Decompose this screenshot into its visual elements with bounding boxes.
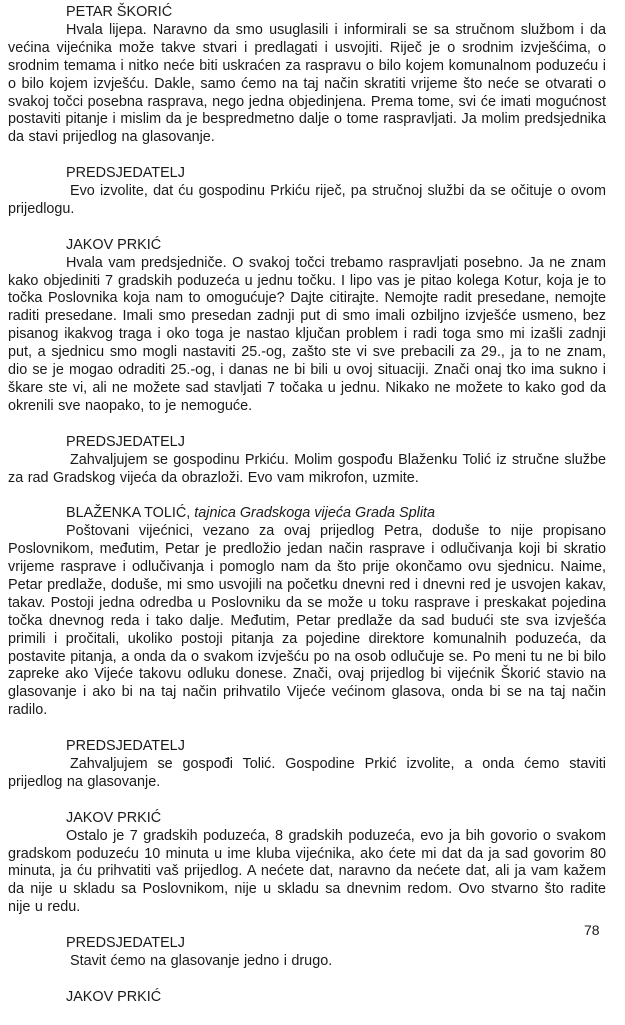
speech-block	[8, 935, 606, 971]
speech-block	[8, 434, 606, 488]
speech-text: Stavit ćemo na glasovanje jedno i drugo.	[70, 952, 333, 969]
speaker-name: JAKOV PRKIĆ	[66, 809, 162, 826]
speech-text: Hvala lijepa. Naravno da smo usuglasili i informirali se sa stručnom službom i da većina vijećnika može takve stvari i predlagati i usvojiti. Riječ je o srodnim izvješćima, o srodnim temama i nitko neće biti uskraćen za raspravu o bilo kojem komunalnom poduzeću i o bilo kojem izvješću. Dakle, samo ćemo na taj način skratiti vrijeme što neće se otvarati o svakoj točci posebna rasprava, nego jedna objedinjena. Prema tome, svi će imati mogućnost postaviti pitanje i mislim da je bespredmetno dalje o tome raspravljati. Ja molim predsjednika da stavi prijedlog na glasovanje.	[8, 21, 606, 146]
speaker-name: PREDSJEDATELJ	[66, 935, 185, 952]
speech-text: Ostalo je 7 gradskih poduzeća, 8 gradskih poduzeća, evo ja bih govorio o svakom gradskom poduzeću 10 minuta u ime kluba vijećnika, ako ćete mi dat da ja sad govorim 80 minuta, ja ću prihvatiti vaš prijedlog. A nećete dat, naravno da nećete dat, ali ja vam kažem da nije u skladu sa Poslovnikom, nije u skladu sa dnevnim redom. Ovo stvarno što radite nije u redu.	[8, 827, 606, 916]
speech-block	[8, 810, 606, 917]
speaker-name: PREDSJEDATELJ	[66, 165, 185, 182]
speaker-name: PETAR ŠKORIĆ	[66, 4, 173, 20]
speech-text: Evo izvolite, dat ću gospodinu Prkiću riječ, pa stručnoj službi da se očituje o ovom prijedlogu.	[8, 183, 606, 217]
speech-block	[8, 989, 606, 1007]
speaker-name: PREDSJEDATELJ	[66, 738, 185, 755]
speech-text: Zahvaljujem se gospodinu Prkiću. Molim gospođu Blaženku Tolić iz stručne službe za rad Gradskog vijeća da obrazloži. Evo vam mikrofon, uzmite.	[8, 451, 606, 486]
speaker-heading: BLAŽENKA TOLIĆ, tajnica Gradskoga vijeća Grada Splita	[66, 505, 436, 522]
page-number: 78	[584, 922, 600, 938]
speaker-role: tajnica Gradskoga vijeća Grada Splita	[194, 505, 436, 522]
speaker-name: JAKOV PRKIĆ	[66, 236, 162, 253]
speech-text: Hvala vam predsjedniče. O svakoj točci trebamo raspravljati posebno. Ja ne znam kako objediniti 7 gradskih poduzeća u jednu točku. I lipo vas je pitao kolega Kotur, koja je to točka Poslovnika koja nam to omogućuje? Dajte citirajte. Nemojte radit presedane, nemojte raditi presedane. Imali smo presedan zadnji put di smo imali ozbiljno izvješće usmeno, bez pisanog ikakvog traga i oko toga je nastao ključan problem i radi toga smo mi izašli zadnji put, a sjednicu smo mogli nastaviti 25.-og, zašto ste vi sve prebacili za 29., ja to ne znam, dio se je mogao odraditi 25.-og, i danas ne bi bili u ovoj situaciji. Znači onaj tko ima sukno i škare ste vi, ali ne možete sad stavljati 7 točaka u jednu. Nikako ne možete to kako god da okrenili sve naopako, to je nemoguće.	[8, 254, 606, 414]
document-page	[8, 4, 606, 1025]
speaker-name: BLAŽENKA TOLIĆ	[66, 505, 187, 522]
speech-block	[8, 738, 606, 792]
speech-text: Zahvaljujem se gospođi Tolić. Gospodine Prkić izvolite, a onda ćemo staviti prijedlog na glasovanje.	[8, 755, 606, 790]
speech-block	[8, 165, 606, 219]
speech-block	[8, 505, 606, 720]
speech-block	[8, 4, 606, 147]
speech-text: Poštovani vijećnici, vezano za ovaj prijedlog Petra, doduše to nije propisano Poslovnikom, međutim, Petar je predložio jedan način rasprave i odlučivanja koji bi skratio vrijeme rasprave i odlučivanja i pomoglo nam da što prije okončamo ovu sjednicu. Naime, Petar predlaže, doduše, mi smo usvojili na početku dnevni red i dnevni red je usvojen kakav, takav. Postoji jedna odredba u Poslovniku da se može u toku rasprave i preskakat pojedina točka dnevnog reda i tako dalje. Međutim, Petar predlaže da sad budući ste sva izvješća primili i pročitali, ukoliko postoji pitanja za pojedine direktore komunalnih poduzeća, da postavite pitanja, a onda da o svakom izvješću po na osob odlučuje se. Po meni tu ne bi bilo zapreke ako Vijeće takovu odluku donese. Znači, ovaj prijedlog bi vijećnik Škorić stavio na glasovanje i ako bi na taj način prihvatilo Vijeće većinom glasova, onda bi se na taj način radilo.	[8, 523, 606, 719]
speech-block	[8, 237, 606, 416]
speaker-name: PREDSJEDATELJ	[66, 433, 185, 450]
speaker-name: JAKOV PRKIĆ	[66, 988, 162, 1005]
